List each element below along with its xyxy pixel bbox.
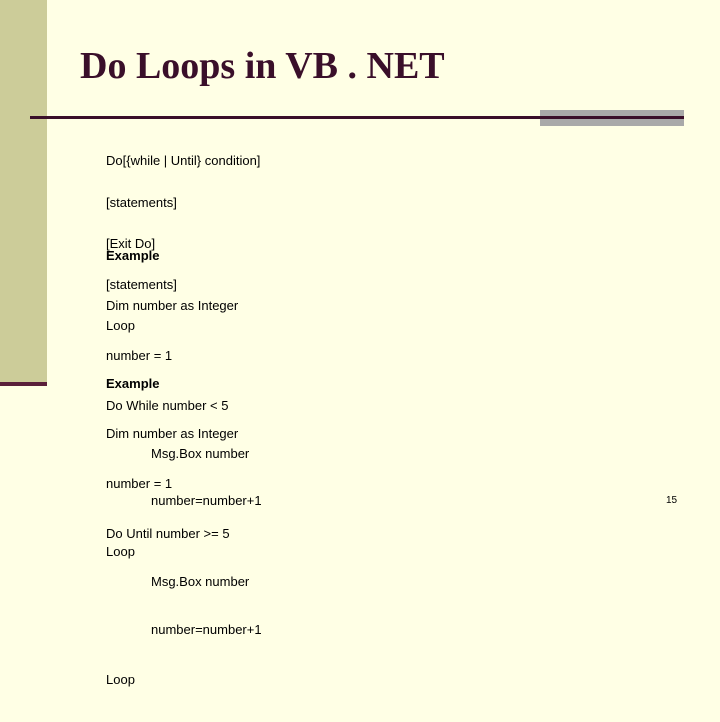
- page-number: 15: [666, 495, 678, 506]
- code-line: Loop: [106, 671, 135, 687]
- syntax-line: [statements]: [106, 194, 177, 210]
- code-line: Do While number < 5: [106, 397, 229, 413]
- code-line: number = 1: [106, 347, 173, 363]
- left-sidebar-bar: [0, 0, 47, 382]
- code-line: Loop: [106, 544, 135, 560]
- sidebar-base-line: [0, 382, 47, 386]
- syntax-line: Loop: [106, 317, 135, 333]
- code-line: Dim number as Integer: [106, 425, 239, 441]
- code-line: Do Until number >= 5: [106, 525, 230, 541]
- code-line: Dim number as Integer: [106, 297, 239, 313]
- title-underline-accent: [540, 110, 684, 126]
- code-line-indented: Msg.Box number: [151, 574, 250, 590]
- example-until-block: [106, 343, 262, 722]
- code-line-indented: number=number+1: [151, 622, 262, 638]
- syntax-line: [statements]: [106, 276, 177, 292]
- slide-title: Do Loops in VB . NET: [80, 45, 445, 87]
- example-heading: Example: [106, 376, 160, 392]
- example-heading: Example: [106, 248, 160, 264]
- code-line-indented: number=number+1: [151, 493, 262, 509]
- syntax-line: Do[{while | Until} condition]: [106, 153, 261, 169]
- code-line: number = 1: [106, 475, 173, 491]
- syntax-line: [Exit Do]: [106, 235, 156, 251]
- code-line-indented: Msg.Box number: [151, 446, 250, 462]
- title-underline: [30, 116, 540, 119]
